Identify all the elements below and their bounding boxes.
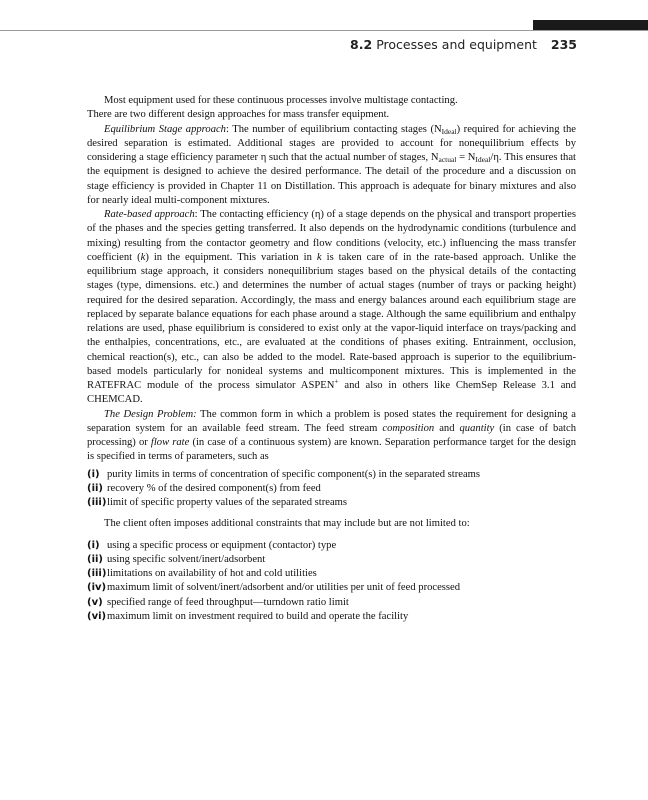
page-body: [87, 94, 576, 624]
equilibrium-stage-paragraph: Equilibrium Stage approach: The number of equilibrium contacting stages $(N_{Ideal})$ required for achieving the desired separation is estimated. Additional stages are provided to account for nonequilibrium effects by considering a stage efficiency parameter η such that the actual number of stages, $N_{actual} = N_{Ideal}/\eta$. This ensures that the equipment is designed to achieve the desired performance. The detail of the procedure and a discussion on stage efficiency is provided in Chapter 11 on Distillation. This approach is adequate for binary mixtures and also for nearly ideal multi-component mixtures.: [87, 123, 576, 206]
list-item: (ii) using specific solvent/inert/adsorbent: [87, 553, 266, 565]
constraints-intro: The client often imposes additional constraints that may include but are not limited to:: [104, 518, 470, 530]
list-item: (vi) maximum limit on investment required to build and operate the facility: [87, 610, 409, 622]
design-problem-heading: The Design Problem:: [104, 408, 197, 420]
rate-based-heading: Rate-based approach: [104, 209, 195, 220]
list-item: (v) specified range of feed throughput—turndown ratio limit: [87, 596, 349, 608]
running-head: [350, 37, 577, 52]
intro-paragraph: Most equipment used for these continuous processes involve multistage contacting. There are two different design approaches for mass transfer equipment.: [87, 95, 458, 121]
header-rule: [0, 30, 648, 31]
header-bar: [533, 20, 648, 30]
list-item: (iii) limit of specific property values of the separated streams: [87, 497, 348, 508]
list-item: (i) purity limits in terms of concentration of specific component(s) in the separated streams: [87, 468, 481, 480]
rate-based-paragraph: Rate-based approach: The contacting efficiency (η) of a stage depends on the physical and transport properties of the phases and the species getting transferred. It also depends on the hydrodynamic conditions (turbulence and mixing) resulting from the contactor geometry and flow conditions (velocity, etc.) influencing the mass transfer coefficient (k) in the equipment. This variation in k is taken care of in the rate-based approach. Unlike the equilibrium stage approach, it considers nonequilibrium stages based on the physical details of the contacting stages (type, dimensions. etc.) and determines the number of actual stages (number of trays or packing height) required for the desired separation. Accordingly, the mass and energy balances around each equilibrium stage are replaced by separate balance equations for each phase around a stage. Although the same equilibrium and enthalpy relations are used, phase equilibrium is considered to exist only at the vapor-liquid interface on trays/packing and the enthalpies, concentrations, etc., are evaluated at the conditions of phases exiting. Entrainment, occlusion, chemical reaction(s), etc., can also be added to the model. Rate-based approach is superior to the equilibrium-based models particularly for nonideal systems and multicomponent mixtures. This is implemented in the RATEFRAC module of the process simulator ASPEN+ and also in others like ChemSep Release 3.1 and CHEMCAD.: [87, 209, 576, 406]
page-number: 235: [550, 37, 577, 52]
section-title: Processes and equipment: [376, 37, 537, 52]
list-item: (iv) maximum limit of solvent/inert/adsorbent and/or utilities per unit of feed processed: [87, 582, 461, 594]
constraints-list: [87, 539, 576, 625]
list-item: (ii) recovery % of the desired component(s) from feed: [87, 482, 321, 494]
equilibrium-stage-heading: Equilibrium Stage approach: [104, 123, 226, 135]
target-parameters-list: [87, 468, 576, 511]
design-problem-paragraph: The Design Problem: The common form in which a problem is posed states the requirement for designing a separation system for an available feed stream. The feed stream composition and quantity (in case of batch processing) or flow rate (in case of a continuous system) are known. Separation performance target for the design is specified in terms of parameters, such as: [87, 408, 576, 463]
list-item: (iii) limitations on availability of hot and cold utilities: [87, 568, 317, 579]
list-item: (i) using a specific process or equipment (contactor) type: [87, 539, 337, 551]
section-number: 8.2: [350, 37, 373, 52]
